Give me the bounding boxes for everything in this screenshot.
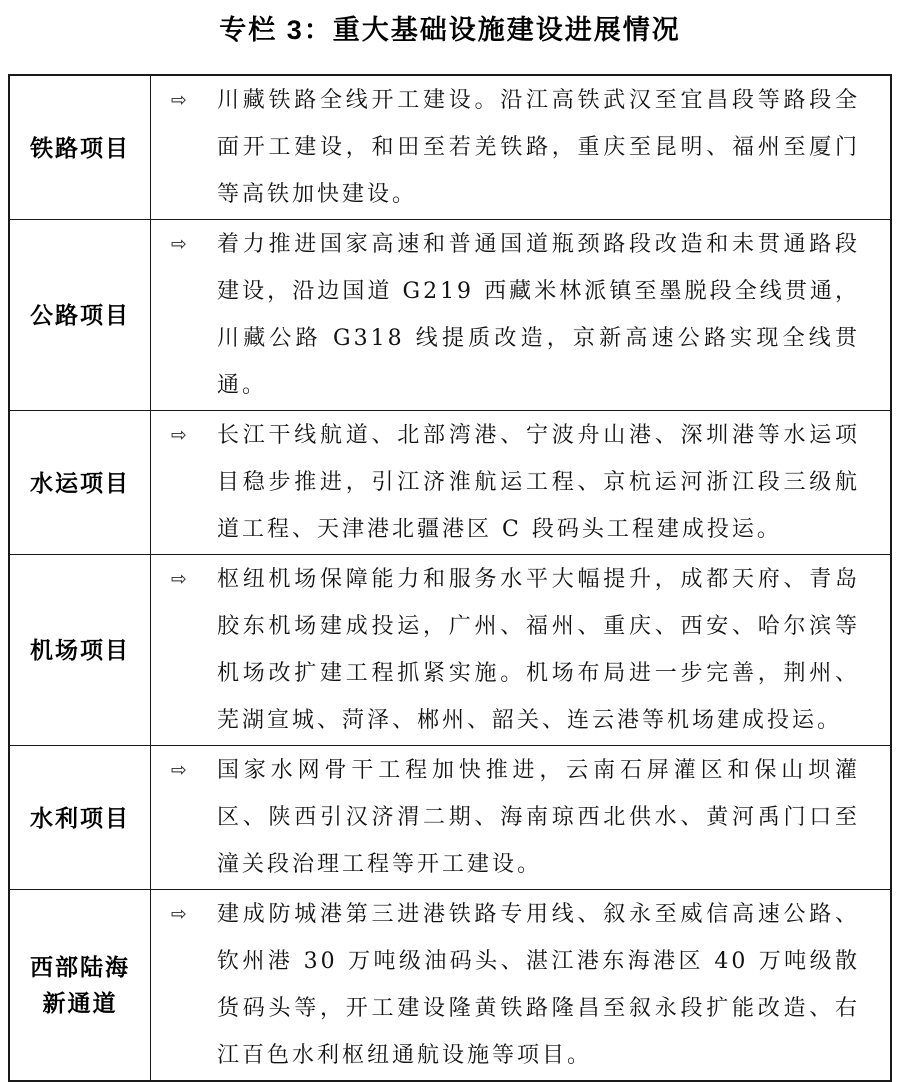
row-text: 川藏铁路全线开工建设。沿江高铁武汉至宜昌段等路段全面开工建设，和田至若羌铁路，重庆至昆明、福州至厦门等高铁加快建设。 [217,88,860,207]
infrastructure-progress-table [8,74,892,1082]
row-content [151,76,890,219]
row-label: 西部陆海新通道 [10,890,151,1080]
row-content [151,890,890,1080]
row-label: 水运项目 [10,411,151,554]
table-row-water-conservancy [10,745,890,889]
row-content [151,555,890,745]
arrow-bullet-icon: ⇨ [171,568,187,590]
arrow-bullet-icon: ⇨ [171,759,187,781]
table-row-railway [10,76,890,219]
row-text: 建成防城港第三进港铁路专用线、叙永至威信高速公路、钦州港 30 万吨级油码头、湛江港东海港区 40 万吨级散货码头等，开工建设隆黄铁路隆昌至叙永段扩能改造、右江百色水利枢纽通航设施等项目。 [217,902,860,1068]
arrow-bullet-icon: ⇨ [171,233,187,255]
table-row-western-corridor [10,889,890,1080]
table-row-water-transport [10,410,890,554]
row-text: 国家水网骨干工程加快推进，云南石屏灌区和保山坝灌区、陕西引汉济渭二期、海南琼西北供水、黄河禹门口至潼关段治理工程等开工建设。 [217,758,860,877]
row-text: 枢纽机场保障能力和服务水平大幅提升，成都天府、青岛胶东机场建成投运，广州、福州、重庆、西安、哈尔滨等机场改扩建工程抓紧实施。机场布局进一步完善，荆州、芜湖宣城、菏泽、郴州、韶关、连云港等机场建成投运。 [217,567,860,733]
row-content [151,220,890,410]
table-row-airport [10,554,890,745]
page-title: 专栏 3：重大基础设施建设进展情况 [219,15,681,45]
row-text: 长江干线航道、北部湾港、宁波舟山港、深圳港等水运项目稳步推进，引江济淮航运工程、京杭运河浙江段三级航道工程、天津港北疆港区 C 段码头工程建成投运。 [217,423,860,542]
row-label: 水利项目 [10,746,151,889]
arrow-bullet-icon: ⇨ [171,424,187,446]
table-row-highway [10,219,890,410]
row-label: 机场项目 [10,555,151,745]
arrow-bullet-icon: ⇨ [171,903,187,925]
arrow-bullet-icon: ⇨ [171,89,187,111]
row-label: 公路项目 [10,220,151,410]
row-content [151,411,890,554]
row-content [151,746,890,889]
row-label: 铁路项目 [10,76,151,219]
row-text: 着力推进国家高速和普通国道瓶颈路段改造和未贯通路段建设，沿边国道 G219 西藏米林派镇至墨脱段全线贯通，川藏公路 G318 线提质改造，京新高速公路实现全线贯通。 [217,232,860,398]
